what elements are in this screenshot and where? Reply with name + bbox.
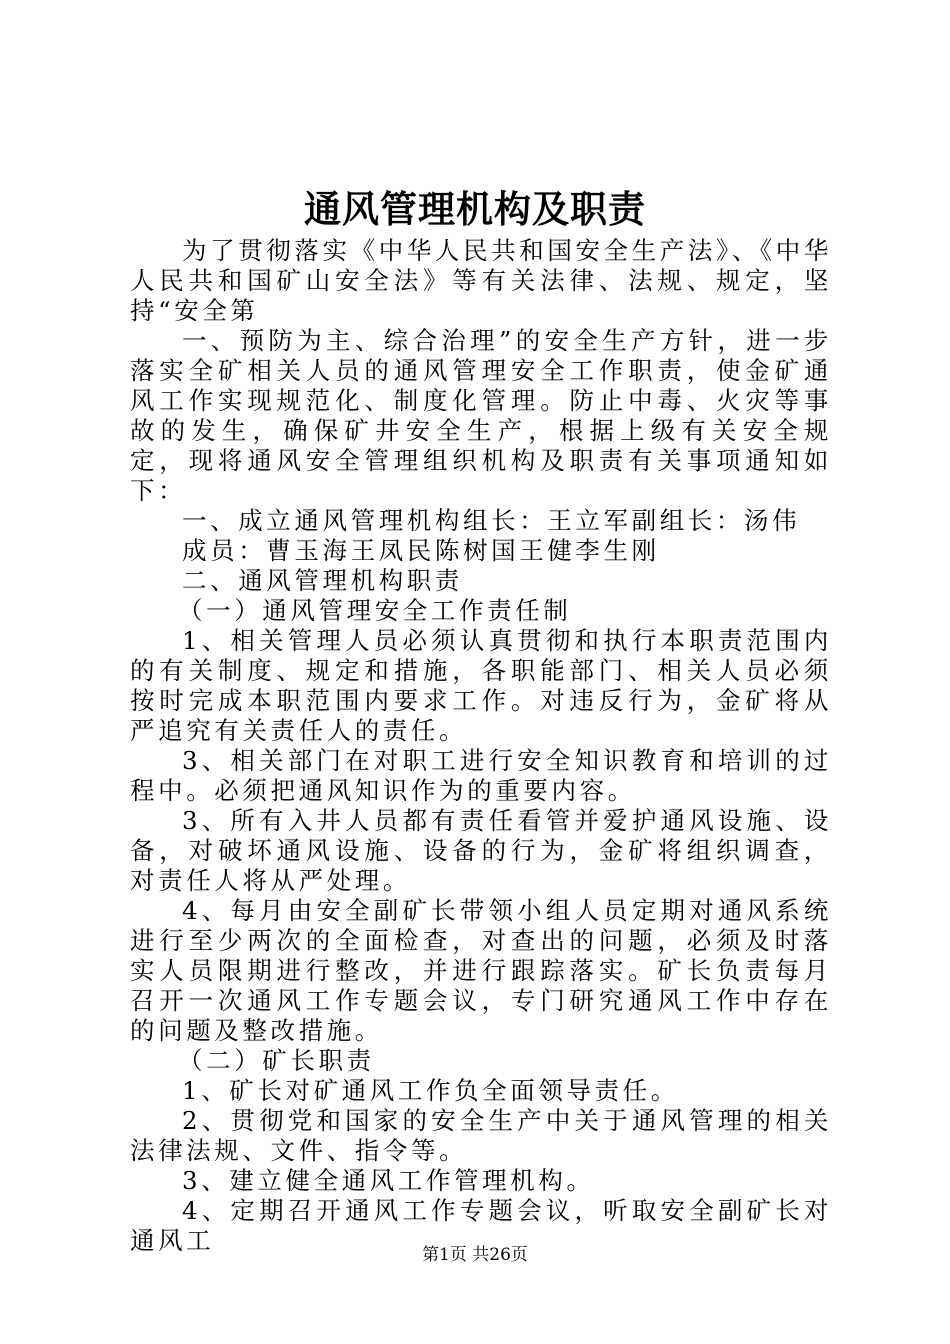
section-heading: （二）矿长职责 bbox=[178, 1046, 375, 1075]
paragraph: 一、预防为主、综合治理”的安全生产方针，进一步落实全矿相关人员的通风管理安全工作职责，使金矿通风工作实现规范化、制度化管理。防止中毒、火灾等事故的发生，确保矿井安全生产，根据上级有关安全规定，现将通风安全管理组织机构及职责有关事项通知如下： bbox=[130, 326, 832, 505]
paragraph: 二、通风管理机构职责 bbox=[182, 566, 463, 595]
paragraph: 1、矿长对矿通风工作负全面领导责任。 bbox=[182, 1076, 679, 1105]
paragraph: 3、所有入井人员都有责任看管并爱护通风设施、设备，对破坏通风设施、设备的行为，金矿将组织调查，对责任人将从严处理。 bbox=[130, 806, 832, 895]
section-heading: （一）通风管理安全工作责任制 bbox=[178, 596, 572, 625]
paragraph: 4、定期召开通风工作专题会议，听取安全副矿长对通风工 bbox=[130, 1196, 832, 1255]
document-title: 通风管理机构及职责 bbox=[304, 187, 646, 231]
paragraph: 一、成立通风管理机构组长：王立军副组长：汤伟 bbox=[182, 506, 801, 535]
paragraph: 4、每月由安全副矿长带领小组人员定期对通风系统进行至少两次的全面检查，对查出的问题，必须及时落实人员限期进行整改，并进行跟踪落实。矿长负责每月召开一次通风工作专题会议，专门研究通风工作中存在的问题及整改措施。 bbox=[130, 896, 832, 1045]
page-footer: 第1页 共26页 bbox=[422, 1245, 528, 1265]
paragraph: 2、贯彻党和国家的安全生产中关于通风管理的相关法律法规、文件、指令等。 bbox=[130, 1106, 832, 1165]
paragraph: 为了贯彻落实《中华人民共和国安全生产法》、《中华人民共和国矿山安全法》等有关法律、法规、规定，坚持“安全第 bbox=[130, 236, 832, 325]
paragraph: 3、建立健全通风工作管理机构。 bbox=[182, 1166, 595, 1195]
document-body bbox=[130, 236, 832, 1256]
paragraph: 成员：曹玉海王凤民陈树国王健李生刚 bbox=[182, 536, 660, 565]
paragraph: 1、相关管理人员必须认真贯彻和执行本职责范围内的有关制度、规定和措施，各职能部门、相关人员必须按时完成本职范围内要求工作。对违反行为，金矿将从严追究有关责任人的责任。 bbox=[130, 626, 832, 745]
paragraph: 3、相关部门在对职工进行安全知识教育和培训的过程中。必须把通风知识作为的重要内容。 bbox=[130, 746, 832, 805]
